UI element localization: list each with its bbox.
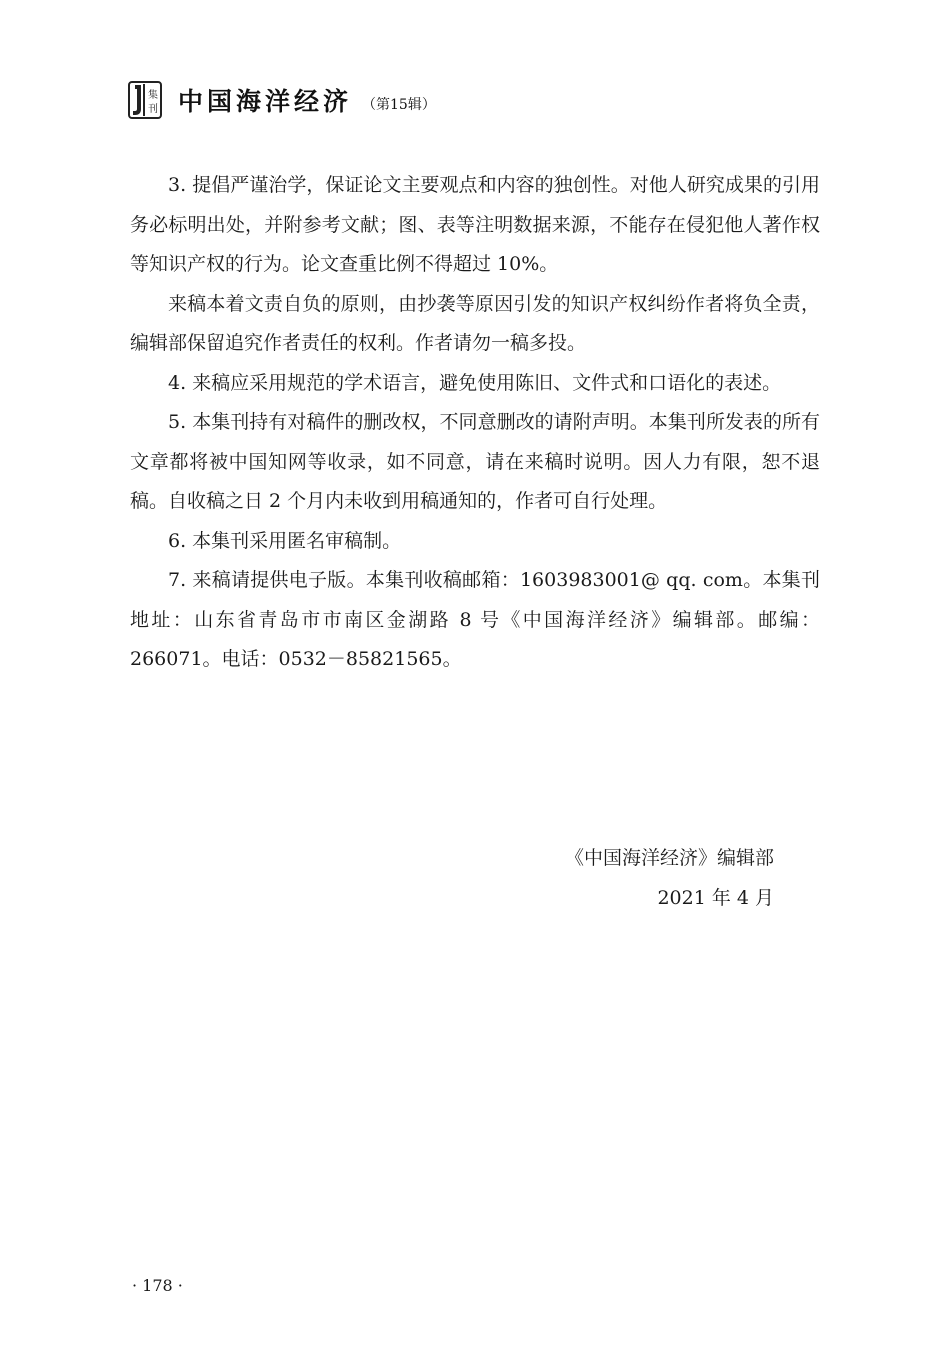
issue-number: （第15辑）: [362, 97, 436, 113]
paragraph-editing-rights: 5. 本集刊持有对稿件的删改权，不同意删改的请附声明。本集刊所发表的所有文章都将被中国知网等收录，如不同意，请在来稿时说明。因人力有限，恕不退稿。自收稿之日 2 个月内未收到用稿通知的，作者可自行处理。: [130, 411, 820, 512]
jikan-logo: [128, 81, 162, 119]
page-number: · 178 ·: [132, 1276, 183, 1295]
paragraph-review: 6. 本集刊采用匿名审稿制。: [168, 529, 402, 552]
running-header: [128, 80, 436, 120]
signature-date: 2021 年 4 月: [657, 887, 774, 909]
signature-department: 《中国海洋经济》编辑部: [564, 847, 774, 869]
signature-block: [565, 838, 774, 918]
paragraph-responsibility: 来稿本着文责自负的原则，由抄袭等原因引发的知识产权纠纷作者将负全责，编辑部保留追究作者责任的权利。作者请勿一稿多投。: [130, 292, 820, 354]
paragraph-contact: 7. 来稿请提供电子版。本集刊收稿邮箱：1603983001@ qq. com。本集刊地址：山东省青岛市市南区金湖路 8 号《中国海洋经济》编辑部。邮编：266071。电话：0532－85821565。: [130, 569, 820, 670]
paragraph-language: 4. 来稿应采用规范的学术语言，避免使用陈旧、文件式和口语化的表述。: [168, 371, 782, 394]
journal-title: 中国海洋经济: [178, 87, 353, 116]
notice-body: [130, 166, 820, 680]
svg-text:刊: 刊: [148, 104, 158, 115]
svg-text:集: 集: [148, 90, 158, 101]
paragraph-originality: 3. 提倡严谨治学，保证论文主要观点和内容的独创性。对他人研究成果的引用务必标明出处，并附参考文献；图、表等注明数据来源，不能存在侵犯他人著作权等知识产权的行为。论文查重比例不得超过 10%。: [130, 174, 820, 275]
